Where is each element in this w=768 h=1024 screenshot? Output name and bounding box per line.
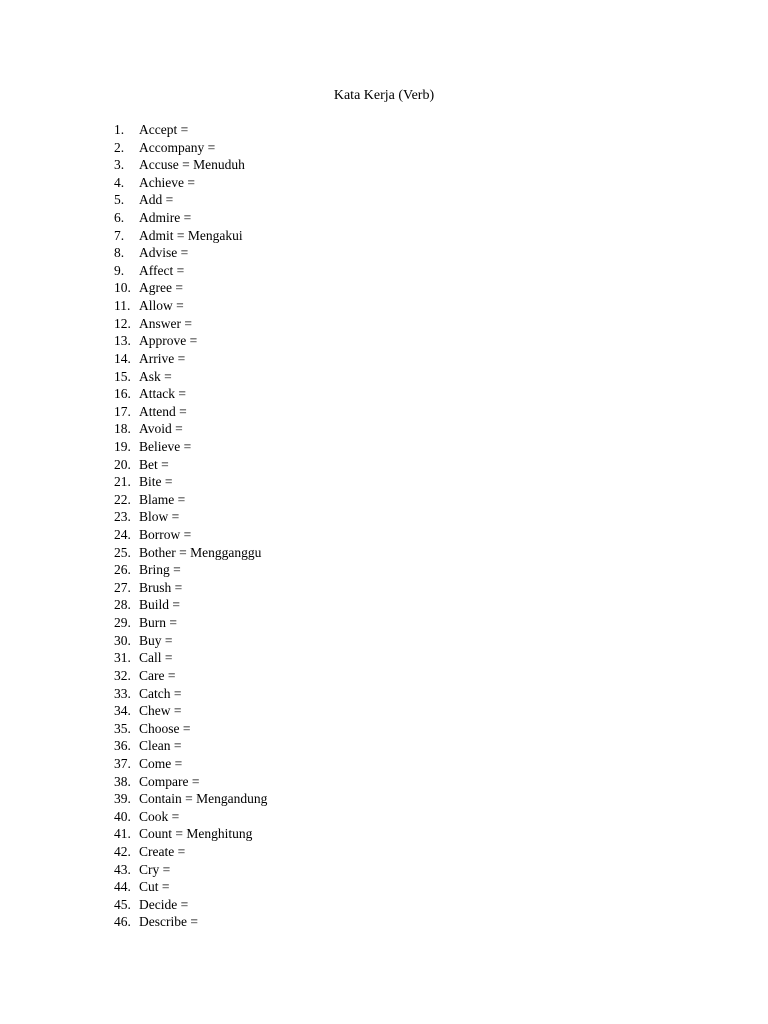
list-item-text: Borrow = (139, 527, 192, 543)
list-item-number: 6. (114, 210, 125, 226)
list-item-text: Accept = (139, 122, 189, 137)
list-item-number: 3. (114, 157, 125, 173)
list-item-text: Care = (139, 667, 176, 683)
list-item-number: 18. (114, 421, 131, 437)
list-item-number: 34. (114, 703, 131, 719)
list-item (114, 139, 267, 157)
list-item-text: Achieve = (139, 174, 195, 190)
list-item-text: Choose = (139, 720, 191, 736)
list-item-number: 12. (114, 315, 131, 331)
list-item-text: Call = (139, 650, 173, 666)
list-item-number: 16. (114, 386, 131, 402)
list-item (114, 491, 267, 509)
list-item-number: 32. (114, 667, 131, 683)
list-item (114, 596, 267, 614)
list-item (114, 896, 267, 914)
list-item-text: Add = (139, 192, 174, 208)
list-item (114, 737, 267, 755)
list-item-text: Admit = Mengakui (139, 227, 243, 243)
list-item (114, 403, 267, 421)
list-item-number: 13. (114, 333, 131, 349)
list-item-number: 27. (114, 579, 131, 595)
list-item (114, 350, 267, 368)
list-item-text: Bite = (139, 474, 173, 490)
list-item-text: Create = (139, 843, 186, 859)
list-item-number: 15. (114, 368, 131, 384)
list-item-text: Contain = Mengandung (139, 791, 268, 807)
list-item-number: 17. (114, 403, 131, 419)
list-item-text: Cut = (139, 879, 170, 895)
list-item-number: 39. (114, 791, 131, 807)
list-item (114, 438, 267, 456)
list-item-number: 35. (114, 720, 131, 736)
list-item (114, 332, 267, 350)
list-item (114, 790, 267, 808)
list-item (114, 473, 267, 491)
list-item-text: Accuse = Menuduh (139, 157, 245, 173)
list-item-text: Chew = (139, 703, 182, 719)
list-item-text: Blow = (139, 509, 180, 525)
list-item-number: 14. (114, 350, 131, 366)
list-item-number: 37. (114, 755, 131, 771)
list-item (114, 667, 267, 685)
list-item-text: Avoid = (139, 421, 183, 437)
list-item-text: Answer = (139, 315, 192, 331)
list-item (114, 825, 267, 843)
list-item (114, 420, 267, 438)
list-item-text: Decide = (139, 896, 189, 912)
list-item-text: Allow = (139, 298, 184, 314)
list-item-number: 43. (114, 861, 131, 877)
list-item-number: 26. (114, 562, 131, 578)
list-item (114, 297, 267, 315)
list-item-number: 19. (114, 438, 131, 454)
list-item-number: 40. (114, 808, 131, 824)
list-item-number: 24. (114, 527, 131, 543)
list-item (114, 456, 267, 474)
list-item-text: Attack = (139, 386, 186, 402)
list-item (114, 878, 267, 896)
list-item-text: Accompany = (139, 139, 216, 155)
list-item-text: Advise = (139, 245, 189, 261)
list-item (114, 227, 267, 245)
list-item-number: 23. (114, 509, 131, 525)
list-item (114, 913, 267, 931)
list-item-text: Attend = (139, 403, 187, 419)
list-item-number: 44. (114, 879, 131, 895)
list-item (114, 561, 267, 579)
list-item (114, 315, 267, 333)
list-item (114, 368, 267, 386)
list-item-text: Buy = (139, 632, 173, 648)
list-item (114, 209, 267, 227)
list-item-number: 22. (114, 491, 131, 507)
list-item-text: Count = Menghitung (139, 826, 253, 842)
list-item-text: Admire = (139, 210, 192, 226)
list-item-text: Catch = (139, 685, 182, 701)
list-item-number: 20. (114, 456, 131, 472)
list-item (114, 508, 267, 526)
list-item-number: 21. (114, 474, 131, 490)
list-item-number: 10. (114, 280, 131, 296)
list-item-text: Agree = (139, 280, 183, 296)
list-item (114, 720, 267, 738)
list-item-number: 31. (114, 650, 131, 666)
list-item (114, 526, 267, 544)
list-item-number: 5. (114, 192, 125, 208)
list-item-text: Arrive = (139, 350, 186, 366)
list-item-number: 7. (114, 227, 125, 243)
list-item-number: 9. (114, 262, 125, 278)
list-item-text: Approve = (139, 333, 198, 349)
list-item (114, 385, 267, 403)
list-item (114, 121, 267, 139)
list-item (114, 174, 267, 192)
list-item (114, 808, 267, 826)
list-item-text: Bet = (139, 456, 169, 472)
list-item (114, 702, 267, 720)
list-item (114, 773, 267, 791)
list-item-text: Affect = (139, 262, 185, 278)
list-item-text: Bring = (139, 562, 181, 578)
list-item-number: 8. (114, 245, 125, 261)
list-item (114, 632, 267, 650)
list-item-text: Believe = (139, 438, 192, 454)
list-item-number: 36. (114, 738, 131, 754)
list-item-number: 45. (114, 896, 131, 912)
list-item-number: 46. (114, 914, 131, 930)
list-item-number: 42. (114, 843, 131, 859)
list-item-number: 11. (114, 298, 131, 314)
list-item-number: 33. (114, 685, 131, 701)
list-item-text: Burn = (139, 615, 177, 631)
list-item-text: Clean = (139, 738, 182, 754)
list-item-text: Come = (139, 755, 183, 771)
list-item-text: Cry = (139, 861, 171, 877)
list-item-number: 28. (114, 597, 131, 613)
list-item (114, 244, 267, 262)
document-title: Kata Kerja (Verb) (333, 88, 435, 103)
list-item (114, 614, 267, 632)
list-item-number: 38. (114, 773, 131, 789)
list-item-text: Ask = (139, 368, 172, 384)
list-item-number: 41. (114, 826, 131, 842)
list-item-number: 4. (114, 174, 125, 190)
list-item-number: 25. (114, 544, 131, 560)
list-item (114, 755, 267, 773)
list-item (114, 279, 267, 297)
list-item (114, 156, 267, 174)
list-item-number: 2. (114, 139, 125, 155)
list-item-number: 1. (114, 122, 125, 137)
list-item-text: Cook = (139, 808, 180, 824)
list-item-text: Brush = (139, 579, 183, 595)
list-item-number: 30. (114, 632, 131, 648)
list-item (114, 649, 267, 667)
list-item (114, 843, 267, 861)
list-item (114, 191, 267, 209)
list-item-text: Compare = (139, 773, 200, 789)
list-item-text: Build = (139, 597, 180, 613)
list-item-text: Blame = (139, 491, 186, 507)
list-item (114, 685, 267, 703)
list-item (114, 861, 267, 879)
list-item-text: Describe = (139, 914, 198, 930)
list-item (114, 544, 267, 562)
list-item (114, 579, 267, 597)
verb-list (114, 121, 267, 931)
list-item-number: 29. (114, 615, 131, 631)
list-item-text: Bother = Mengganggu (139, 544, 262, 560)
list-item (114, 262, 267, 280)
